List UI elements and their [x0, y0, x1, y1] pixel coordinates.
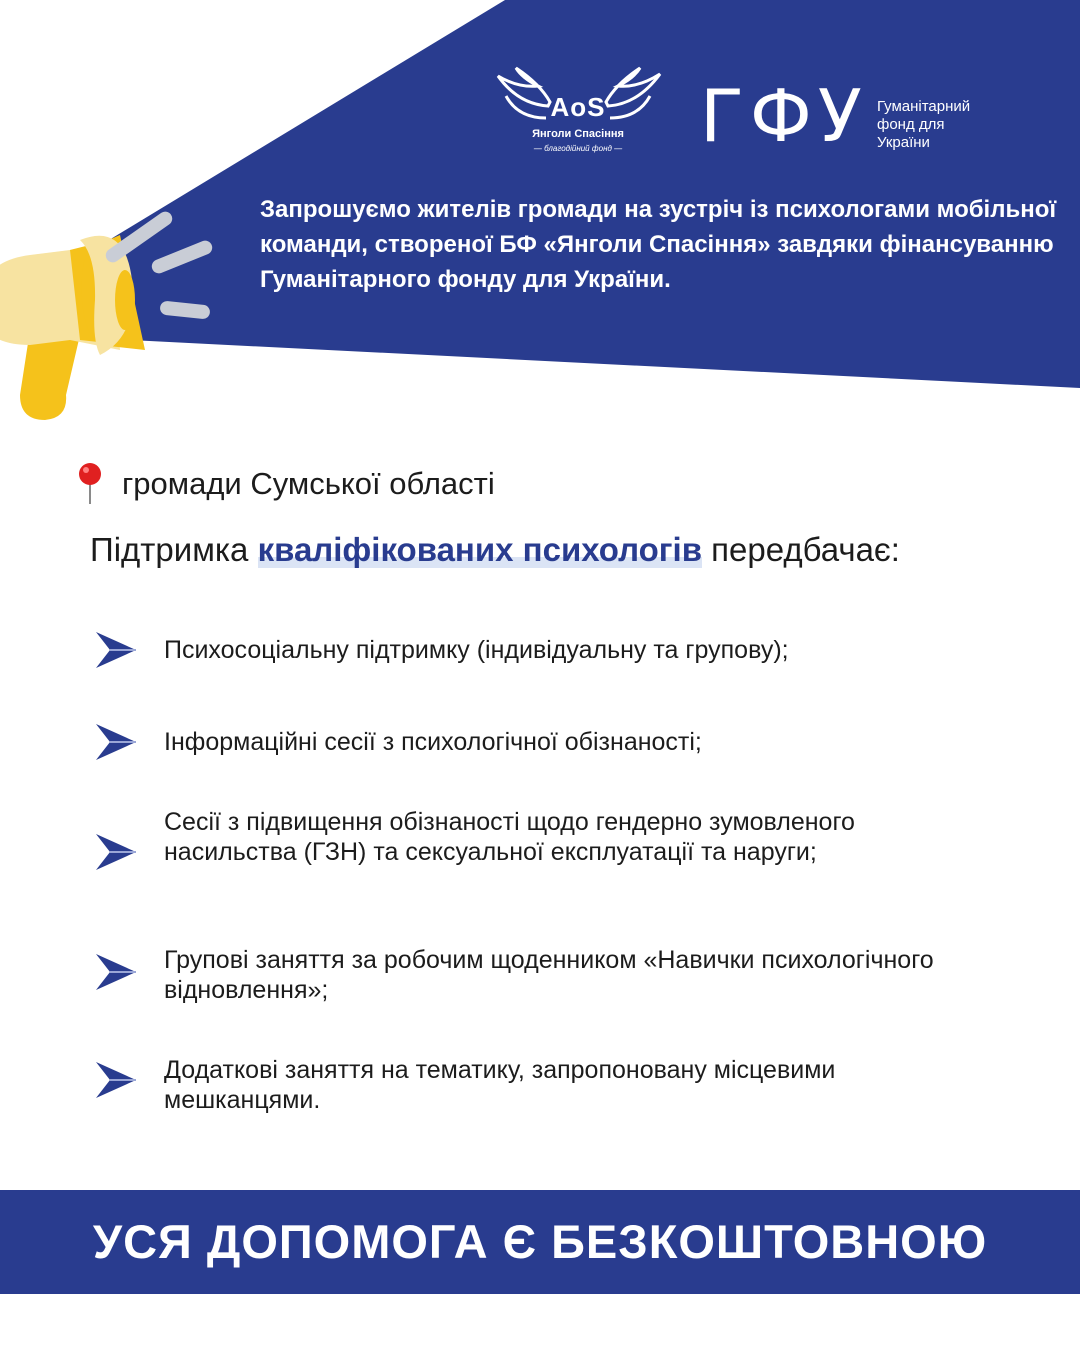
gfu-logo-letters: ГФУ: [700, 74, 868, 158]
gfu-line-1: Гуманітарний: [877, 98, 971, 115]
footer-text: УСЯ ДОПОМОГА Є БЕЗКОШТОВНОЮ: [92, 1215, 988, 1268]
list-item-text: Інформаційні сесії з психологічної обізнаності;: [164, 728, 702, 756]
list-item-text: Психосоціальну підтримку (індивідуальну та групову);: [164, 636, 789, 664]
location-line: [76, 462, 495, 506]
chevron-right-icon: [96, 1060, 138, 1100]
chevron-right-icon: [96, 832, 138, 872]
aos-name: Янголи Спасіння: [532, 128, 624, 140]
list-item-text: Додаткові заняття на тематику, запропоновану місцевими мешканцями.: [164, 1056, 836, 1114]
list-item-text: Групові заняття за робочим щоденником «Навички психологічного відновлення»;: [164, 946, 934, 1004]
chevron-right-icon: [96, 630, 138, 670]
footer-bar: [0, 1190, 1080, 1294]
gfu-line-3: України: [877, 134, 930, 151]
intro-text: Запрошуємо жителів громади на зустріч із психологами мобільної команди, створеної БФ «Янголи Спасіння» завдяки фінансуванню Гуманітарного фонду для України.: [260, 196, 1057, 293]
list-item: [96, 1056, 976, 1114]
support-highlight: кваліфікованих психологів: [257, 531, 702, 568]
chevron-right-icon: [96, 722, 138, 762]
list-item: [96, 630, 976, 670]
pin-icon: [76, 462, 104, 506]
list-item-text: Сесії з підвищення обізнаності щодо гендерно зумовленого насильства (ГЗН) та сексуальної експлуатації та наруги;: [164, 808, 855, 866]
gfu-line-2: фонд для: [877, 116, 945, 133]
aos-tagline: — благодійний фонд —: [533, 144, 623, 153]
list-item: [96, 946, 976, 1004]
gfu-logo-description: [877, 98, 1007, 152]
location-text: громади Сумської області: [122, 466, 495, 501]
aos-logo: [488, 66, 668, 166]
chevron-right-icon: [96, 952, 138, 992]
support-before: Підтримка: [90, 531, 258, 568]
list-item: [96, 722, 976, 762]
support-after: передбачає:: [701, 531, 900, 568]
aos-mark: AoS: [550, 92, 606, 122]
list-item: [96, 808, 976, 872]
support-heading: [90, 531, 900, 569]
